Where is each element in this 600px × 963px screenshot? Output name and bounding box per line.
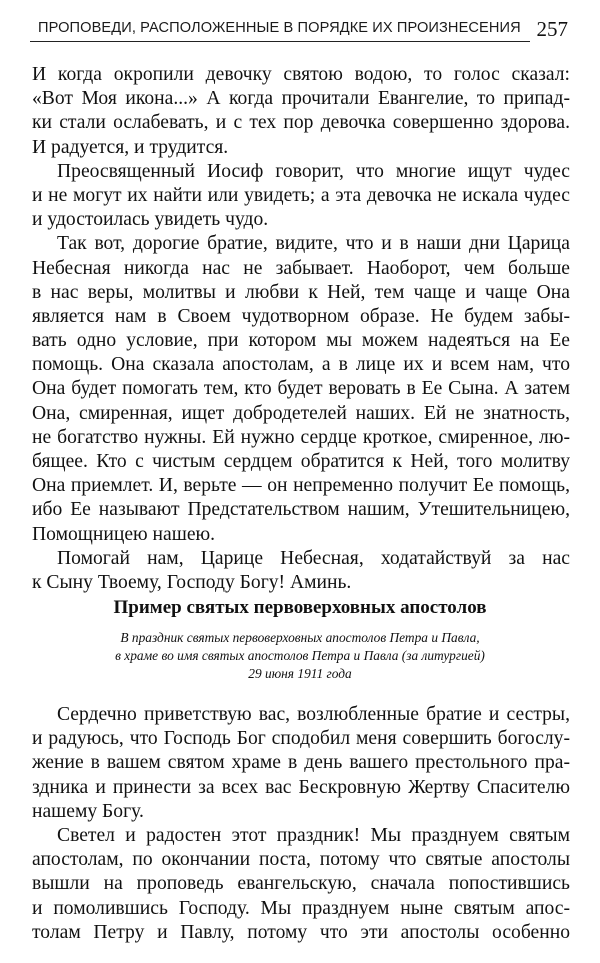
text-line: Так вот, дорогие братие, видите, что и в наши дни Царица — [57, 233, 570, 255]
text-line: Помогай нам, Царице Небесная, ходатайствуй за нас — [57, 547, 570, 569]
text-line: и удостоилась увидеть чудо. — [32, 209, 269, 231]
section-subtitle: в храме во имя святых апостолов Петра и Павла (за литургией) — [115, 648, 485, 663]
text-line: «Вот Моя икона...» А когда прочитали Евангелие, то припад- — [32, 88, 570, 110]
text-line: и радуюсь, что Господь Бог сподобил меня совершить богослу- — [32, 728, 570, 750]
running-title: ПРОПОВЕДИ, РАСПОЛОЖЕННЫЕ В ПОРЯДКЕ ИХ ПРОИЗНЕСЕНИЯ — [38, 20, 521, 36]
text-line: здника и принести за всех вас Бескровную Жертву Спасителю — [32, 776, 570, 798]
text-line: и не могут их найти или увидеть; а эта девочка не искала чудес — [32, 184, 570, 206]
text-line: И радуется, и трудится. — [32, 136, 229, 158]
text-line: Она, смиренная, ищет добродетелей наших. Ей не знатность, — [32, 402, 570, 424]
text-line: Она будет помогать тем, кто будет веровать в Ее Сына. А затем — [32, 378, 570, 400]
text-line: Преосвященный Иосиф говорит, что многие ищут чудес — [57, 160, 570, 182]
text-line: жение в вашем святом храме в день вашего престольного пра- — [32, 752, 570, 774]
text-line: Небесная никогда нас не забывает. Наоборот, чем больше — [32, 257, 570, 279]
text-line: вать одно условие, при котором мы можем надеяться на Ее — [32, 330, 570, 352]
text-line: ки стали ослабевать, и с тех пор девочка совершенно здорова. — [32, 112, 570, 134]
section-subtitle: В праздник святых первоверховных апостолов Петра и Павла, — [120, 630, 480, 645]
text-line: Светел и радостен этот праздник! Мы празднуем святым — [57, 824, 570, 846]
section-title: Пример святых первоверховных апостолов — [113, 597, 487, 618]
text-line: бящее. Кто с чистым сердцем обратится к Ней, того молитву — [32, 451, 570, 472]
text-line: помощь. Она сказала апостолам, а в лице их и всем нам, что — [32, 354, 570, 376]
text-line: И когда окропили девочку святою водою, то голос сказал: — [32, 64, 570, 85]
text-line: толам Петру и Павлу, потому что эти апостолы особенно — [32, 921, 570, 943]
text-line: Сердечно приветствую вас, возлюбленные братие и сестры, — [57, 704, 570, 725]
text-line: является нам в Своем чудотворном образе. Не будем забы- — [32, 305, 570, 327]
text-line: апостолам, по окончании поста, потому что святые апостолы — [32, 849, 570, 871]
sermon-text-bottom — [32, 703, 570, 945]
text-line: и помолившись Господу. Мы празднуем ныне святым апос- — [32, 897, 570, 919]
header-rule — [30, 41, 530, 42]
text-line: Помощницею нашею. — [32, 523, 216, 545]
page-number: 257 — [536, 17, 568, 41]
text-line: не богатство нужны. Ей нужно сердце кроткое, смиренное, лю- — [32, 426, 570, 448]
text-line: вышли на проповедь евангельскую, сначала попостившись — [32, 873, 570, 895]
running-header — [30, 14, 570, 44]
text-line: ибо Ее называют Предстательством нашим, Утешительницею, — [32, 499, 570, 521]
text-line: Она приемлет. И, верьте — он непременно получит Ее помощь, — [32, 475, 570, 497]
text-line: нашему Богу. — [32, 800, 144, 822]
section-date: 29 июня 1911 года — [248, 666, 352, 681]
text-line: к Сыну Твоему, Господу Богу! Аминь. — [32, 571, 352, 593]
sermon-text-top — [32, 63, 570, 595]
text-line: в нас веры, молитвы и любви к Ней, тем чаще и чаще Она — [32, 281, 570, 303]
